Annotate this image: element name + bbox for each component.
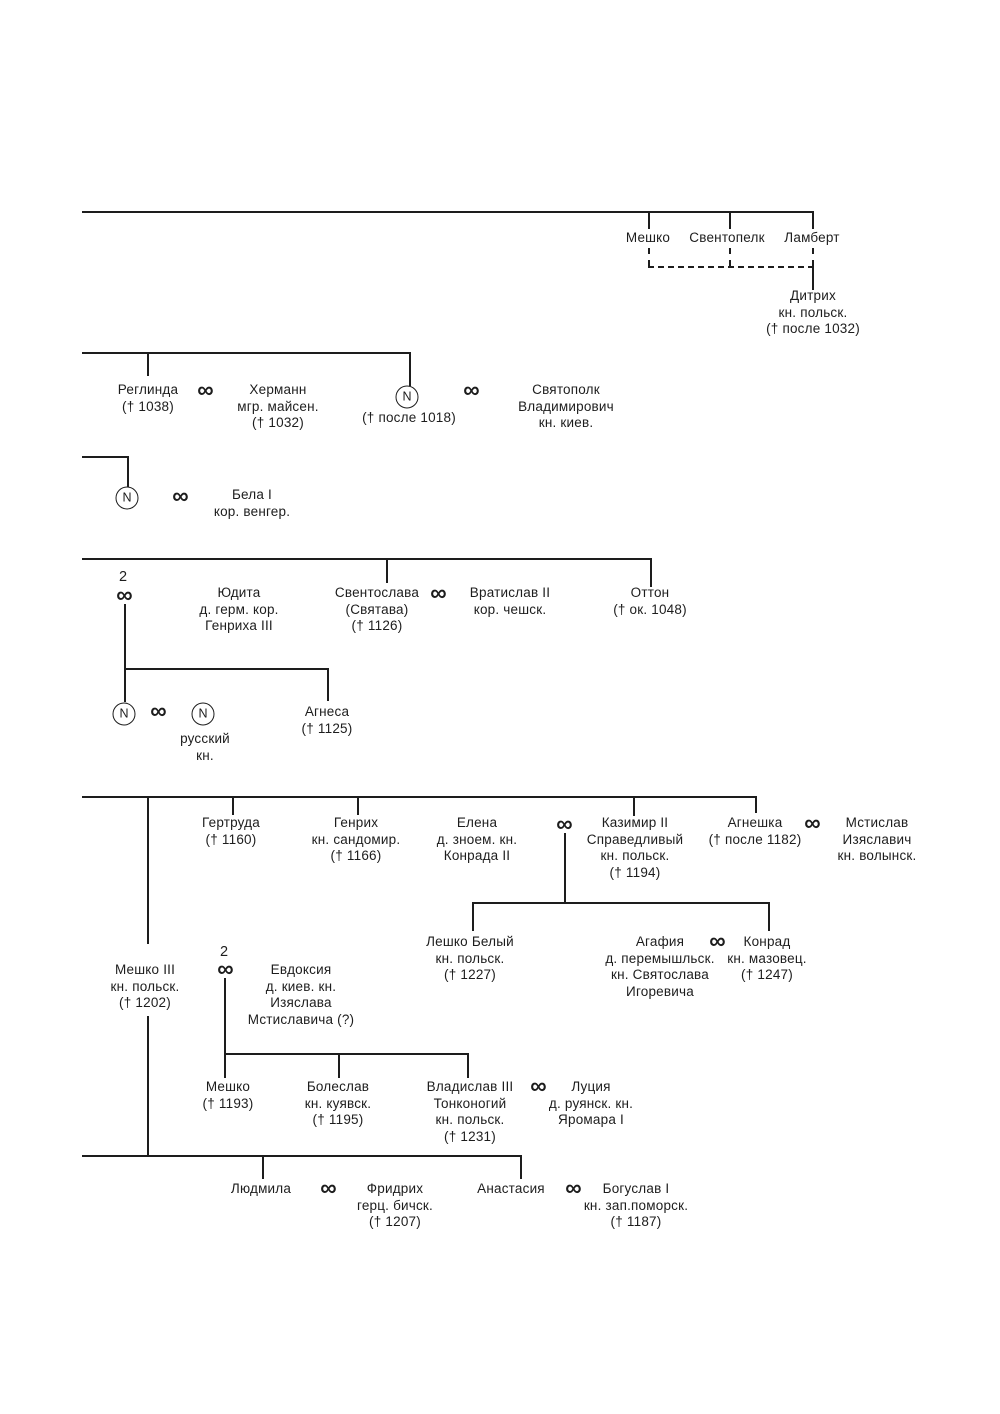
person-label-line: Казимир II <box>601 815 669 830</box>
person-sventoslava <box>335 585 419 635</box>
dashed-connector-line <box>812 248 814 266</box>
connector-line <box>232 796 234 815</box>
person-yudita <box>199 585 278 635</box>
person-label-line: д. герм. кор. <box>199 601 279 617</box>
connector-line <box>82 456 128 458</box>
connector-line <box>327 668 329 701</box>
person-meshko-top <box>626 230 670 247</box>
person-ditrih <box>766 288 860 338</box>
person-label-line: Свентопелк <box>689 230 765 245</box>
marriage-infinity-symbol: ∞ <box>565 1174 581 1201</box>
connector-line <box>386 558 388 583</box>
person-fridrih <box>357 1181 433 1231</box>
marriage-infinity-symbol: ∞ <box>530 1072 546 1099</box>
person-label-line: кн. польск. <box>600 848 670 863</box>
unknown-spouse-circle <box>192 703 215 726</box>
person-label-line: Лешко Белый <box>426 934 514 949</box>
person-label-line: († после 1182) <box>708 831 802 847</box>
unknown-spouse-letter: N <box>122 490 132 505</box>
person-vladislav-iii <box>427 1079 514 1145</box>
marriage-infinity-symbol: ∞ <box>430 579 446 606</box>
person-label-line: Бела I <box>231 487 273 502</box>
person-label-line: д. киев. кн. <box>265 978 337 994</box>
person-label-line: († 1227) <box>444 967 496 982</box>
person-label-line: Елена <box>456 815 498 830</box>
unknown-spouse-letter: N <box>402 389 412 404</box>
person-leshko-belyy <box>426 934 514 984</box>
person-label-line: Евдоксия <box>270 962 332 977</box>
person-label-line: Агнешка <box>727 815 783 830</box>
connector-line <box>82 558 651 560</box>
dashed-connector-line <box>648 248 650 266</box>
person-label-line: Агнеса <box>304 704 350 719</box>
connector-line <box>224 1053 226 1078</box>
person-label-line: кн. куявск. <box>304 1095 372 1111</box>
person-label-line: Херманн <box>249 382 307 397</box>
person-label-line: Справедливый <box>586 831 684 847</box>
person-agneshka <box>709 815 802 848</box>
person-label-line: кн. польск. <box>110 978 180 994</box>
person-label-line: Изяславич <box>842 831 912 847</box>
person-kazimir-ii <box>587 815 683 881</box>
person-label-line: († 1038) <box>122 398 174 414</box>
dashed-connector-line <box>648 266 814 268</box>
person-hermann <box>237 382 318 432</box>
marriage-infinity-symbol: ∞ <box>116 581 132 608</box>
person-label-line: кн. польск. <box>778 304 848 320</box>
connector-line <box>472 902 769 904</box>
person-meshko-iii <box>111 962 180 1012</box>
person-label-line: (Святава) <box>345 601 409 617</box>
marriage-infinity-symbol: ∞ <box>804 809 820 836</box>
person-vratislav-ii <box>470 585 550 618</box>
person-label-line: († 1193) <box>202 1095 254 1111</box>
person-label-line: мгр. майсен. <box>237 398 319 414</box>
person-label-line: († после 1018) <box>362 410 456 425</box>
marriage-infinity-symbol: ∞ <box>217 955 233 982</box>
person-label-line: Луция <box>571 1079 611 1094</box>
person-boguslav-i <box>584 1181 688 1231</box>
connector-line <box>472 902 474 931</box>
person-label-line: Агафия <box>635 934 685 949</box>
person-label-line: († 1231) <box>444 1128 496 1144</box>
person-label-line: († 1166) <box>330 848 382 863</box>
marriage-infinity-symbol: ∞ <box>320 1174 336 1201</box>
unknown-spouse-circle <box>396 386 419 409</box>
person-n-posle-1018 <box>362 410 456 427</box>
connector-line <box>147 352 149 376</box>
connector-line <box>82 1155 521 1157</box>
person-label-line: († 1125) <box>301 720 353 736</box>
person-russkiy-kn <box>180 731 230 764</box>
marriage-infinity-symbol: ∞ <box>556 810 572 837</box>
person-label-line: († 1160) <box>205 831 257 847</box>
person-label-line: Тонконогий <box>433 1095 507 1111</box>
marriage-infinity-symbol: ∞ <box>150 697 166 724</box>
person-label-line: кн. зап.поморск. <box>583 1197 689 1213</box>
connector-line <box>82 211 813 213</box>
person-label-line: Мстислав <box>845 815 909 830</box>
connector-line <box>755 796 757 813</box>
person-label-line: Вратислав II <box>469 585 551 600</box>
person-label-line: Яромара I <box>558 1112 624 1127</box>
person-label-line: Владислав III <box>426 1079 514 1094</box>
connector-line <box>729 211 731 229</box>
connector-line <box>467 1053 469 1078</box>
connector-line <box>338 1053 340 1078</box>
person-otton <box>613 585 687 618</box>
person-label-line: кн. <box>196 747 214 763</box>
person-elena <box>437 815 518 865</box>
person-label-line: († после 1032) <box>766 321 860 336</box>
person-label-line: Свентослава <box>334 585 420 600</box>
connector-line <box>147 796 149 944</box>
connector-line <box>768 902 770 931</box>
person-lambert <box>784 230 839 247</box>
connector-line <box>564 833 566 903</box>
person-label-line: Владимирович <box>518 398 614 414</box>
connector-line <box>633 796 635 816</box>
person-label-line: Анастасия <box>477 1181 545 1196</box>
person-label-line: кор. чешск. <box>473 601 547 617</box>
person-label-line: кн. польск. <box>435 1112 505 1127</box>
unknown-spouse-letter: N <box>198 706 208 721</box>
person-lyudmila <box>231 1181 291 1198</box>
person-label-line: д. руянск. кн. <box>548 1095 634 1111</box>
marriage-infinity-symbol: ∞ <box>709 927 725 954</box>
person-agafiya <box>605 934 714 1000</box>
person-label-line: Конрад <box>743 934 791 949</box>
person-luciya <box>549 1079 633 1129</box>
person-label-line: Мстиславича (?) <box>247 1011 355 1027</box>
unknown-spouse-circle <box>113 703 136 726</box>
dashed-connector-line <box>729 248 731 266</box>
marriage-infinity-symbol: ∞ <box>463 376 479 403</box>
connector-line <box>812 266 814 290</box>
person-label-line: Изяслава <box>270 995 332 1010</box>
person-meshko-1193 <box>203 1079 254 1112</box>
person-sventopelk <box>689 230 764 247</box>
connector-line <box>409 352 411 386</box>
person-label-line: Конрада II <box>443 848 511 863</box>
person-label-line: Ламберт <box>784 230 840 245</box>
person-boleslav <box>305 1079 371 1129</box>
person-label-line: († 1194) <box>609 864 661 880</box>
person-label-line: герц. бичск. <box>357 1197 433 1213</box>
person-label-line: Реглинда <box>117 382 179 397</box>
person-label-line: кор. венгер. <box>213 503 291 519</box>
person-label-line: († 1032) <box>252 415 304 430</box>
person-label-line: Игоревича <box>626 983 694 999</box>
marriage-infinity-symbol: ∞ <box>172 482 188 509</box>
person-label-line: Генриха III <box>205 618 273 633</box>
person-konrad <box>727 934 806 984</box>
person-agnesa <box>302 704 353 737</box>
person-label-line: Мешко <box>205 1079 251 1094</box>
person-label-line: Фридрих <box>366 1181 424 1196</box>
person-reglinda <box>118 382 178 415</box>
person-mstislav <box>838 815 917 865</box>
person-label-line: Болеслав <box>306 1079 370 1094</box>
person-label-line: кн. сандомир. <box>311 831 401 847</box>
connector-line <box>127 456 129 487</box>
person-genrih <box>312 815 401 865</box>
person-label-line: Генрих <box>333 815 379 830</box>
person-label-line: русский <box>180 731 230 746</box>
person-label-line: кн. волынск. <box>837 848 917 863</box>
connector-line <box>124 668 328 670</box>
person-label-line: Гертруда <box>202 815 260 830</box>
person-label-line: Мешко <box>625 230 671 245</box>
person-bela-i <box>214 487 290 520</box>
connector-line <box>82 796 756 798</box>
connector-line <box>650 558 652 587</box>
person-evdoksiya <box>248 962 355 1028</box>
connector-line <box>224 978 226 1054</box>
person-label-line: († 1202) <box>119 995 171 1010</box>
person-label-line: Святополк <box>532 382 600 397</box>
person-label-line: кн. киев. <box>538 415 594 430</box>
person-svyatopolk <box>518 382 614 432</box>
person-label-line: кн. польск. <box>435 950 505 966</box>
person-label-line: († 1247) <box>741 967 793 982</box>
person-label-line: († ок. 1048) <box>613 601 687 617</box>
person-label-line: († 1207) <box>369 1214 421 1229</box>
connector-line <box>812 211 814 229</box>
connector-line <box>124 668 126 702</box>
person-label-line: кн. Святослава <box>611 967 709 982</box>
person-label-line: Богуслав I <box>602 1181 670 1196</box>
person-label-line: Оттон <box>630 585 670 600</box>
person-label-line: д. перемышльск. <box>605 950 715 966</box>
person-anastasiya <box>477 1181 545 1198</box>
connector-line <box>124 604 126 670</box>
person-label-line: († 1187) <box>610 1214 662 1229</box>
marriage-infinity-symbol: ∞ <box>197 376 213 403</box>
person-label-line: д. зноем. кн. <box>436 831 518 847</box>
person-label-line: Юдита <box>217 585 261 600</box>
connector-line <box>357 796 359 815</box>
connector-line <box>147 1016 149 1156</box>
person-label-line: Людмила <box>230 1181 292 1196</box>
connector-line <box>648 211 650 229</box>
person-label-line: кн. мазовец. <box>727 950 807 966</box>
unknown-spouse-letter: N <box>119 706 129 721</box>
person-label-line: Дитрих <box>790 288 836 303</box>
person-gertruda <box>202 815 260 848</box>
connector-line <box>262 1155 264 1179</box>
connector-line <box>224 1053 468 1055</box>
person-label-line: († 1126) <box>351 618 403 633</box>
person-label-line: († 1195) <box>312 1112 364 1127</box>
second-marriage-number: 2 <box>219 943 229 960</box>
unknown-spouse-circle <box>116 487 139 510</box>
connector-line <box>82 352 410 354</box>
second-marriage-number: 2 <box>118 568 128 585</box>
connector-line <box>520 1155 522 1179</box>
person-label-line: Мешко III <box>114 962 176 977</box>
